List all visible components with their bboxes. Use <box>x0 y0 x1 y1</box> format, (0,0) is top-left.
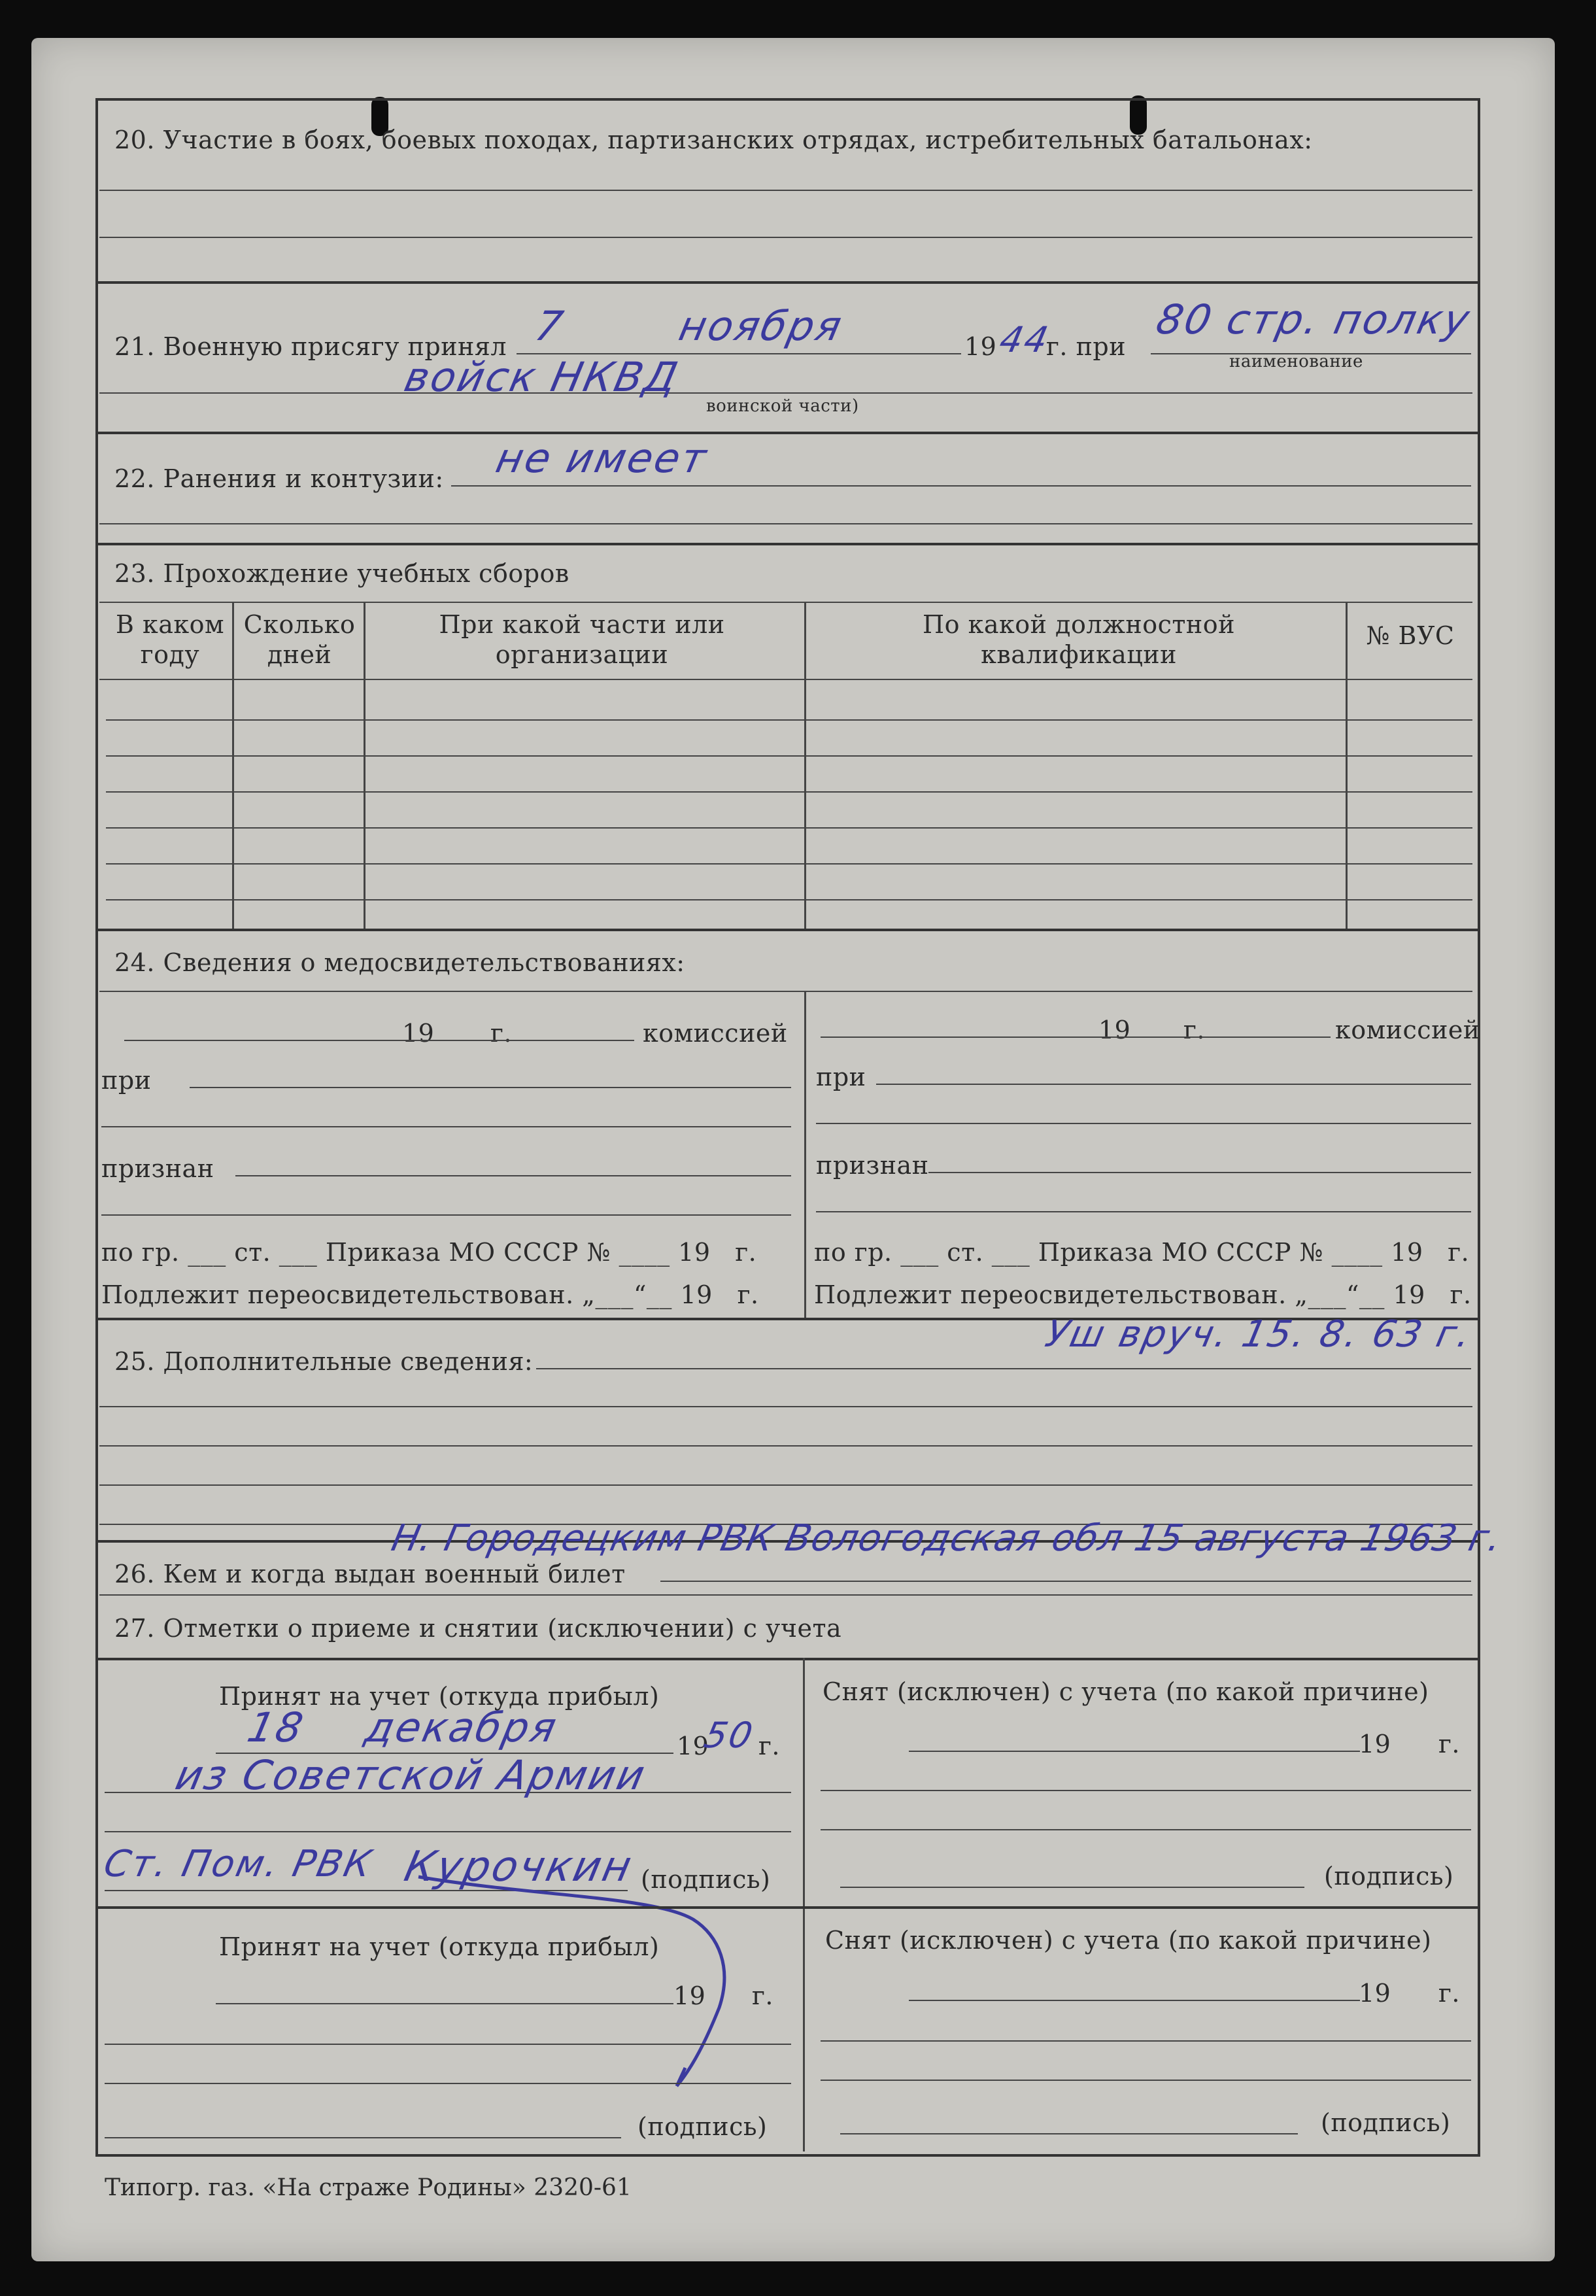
section-20-label: 20. Участие в боях, боевых походах, партизанских отрядах, истребительных батальонах: <box>114 126 1313 154</box>
section-22-label: 22. Ранения и контузии: <box>114 464 444 493</box>
section-21-label: 21. Военную присягу принял <box>114 332 507 361</box>
hw-accepted-year: 50 <box>700 1715 758 1756</box>
section-26-label: 26. Кем и когда выдан военный билет <box>114 1560 626 1588</box>
removed-1-label: Снят (исключен) с учета (по какой причине) <box>823 1677 1429 1706</box>
removed-2-label: Снят (исключен) с учета (по какой причине) <box>825 1926 1432 1955</box>
hw-accepted-month: декабря <box>361 1704 563 1751</box>
col-qualification: По какой должностной квалификации <box>923 610 1235 669</box>
hw-accepted-day: 18 <box>243 1704 309 1751</box>
col-year: В каком году <box>115 610 225 669</box>
removed-1-year: 19 <box>1359 1730 1391 1758</box>
removed-2-signature: (подпись) <box>1321 2108 1451 2137</box>
med-left-pri: при <box>101 1066 152 1095</box>
med-left-commission: комиссией <box>643 1019 788 1048</box>
med-right-po-gr: по гр. ___ ст. ___ Приказа МО СССР № ____ 19 г. <box>814 1238 1470 1267</box>
removed-1-g: г. <box>1438 1730 1460 1758</box>
med-left-date-19: 19 <box>402 1019 435 1048</box>
med-left-g: г. <box>490 1019 512 1048</box>
hw-signature: Курочкин <box>400 1843 637 1891</box>
col-vus: № ВУС <box>1366 621 1455 650</box>
removed-1-signature: (подпись) <box>1324 1862 1454 1891</box>
hw-issued-by: Н. Городецким РВК Вологодская обл 15 августа 1963 г. <box>388 1517 1506 1560</box>
hw-oath-year: 44 <box>996 319 1054 360</box>
med-right-date-19: 19 <box>1098 1016 1131 1044</box>
hw-accepted-from: из Советской Армии <box>171 1751 651 1799</box>
col-days: Сколько дней <box>243 610 356 669</box>
accepted-1-year: 19 <box>677 1732 709 1760</box>
accepted-2-g: г. <box>752 1981 773 2010</box>
med-left-reexam: Подлежит переосвидетельствован. „___“__ 19 г. <box>101 1280 759 1309</box>
med-right-commission: комиссией <box>1335 1016 1480 1044</box>
oath-year-prefix: 19 <box>964 332 997 361</box>
med-right-priznan: признан <box>816 1151 929 1180</box>
accepted-2-label: Принят на учет (откуда прибыл) <box>219 1932 660 1961</box>
section-27-label: 27. Отметки о приеме и снятии (исключении) с учета <box>114 1614 842 1643</box>
med-left-po-gr: по гр. ___ ст. ___ Приказа МО СССР № ____ 19 г. <box>101 1238 757 1267</box>
hw-oath-unit-2: войск НКВД <box>400 353 684 401</box>
hw-oath-day: 7 <box>531 302 569 350</box>
med-right-reexam: Подлежит переосвидетельствован. „___“__ 19 г. <box>814 1280 1472 1309</box>
caption-name: наименование <box>1229 352 1363 371</box>
section-23-label: 23. Прохождение учебных сборов <box>114 559 569 588</box>
accepted-2-signature: (подпись) <box>637 2112 768 2141</box>
section-24-label: 24. Сведения о медосвидетельствованиях: <box>114 948 685 977</box>
accepted-1-signature: (подпись) <box>641 1865 771 1894</box>
removed-2-year: 19 <box>1359 1979 1391 2008</box>
caption-unit: воинской части) <box>706 396 859 416</box>
col-unit: При какой части или организации <box>439 610 725 669</box>
hw-oath-month: ноября <box>675 302 848 350</box>
oath-year-suffix: г. при <box>1046 332 1127 361</box>
hw-oath-unit-1: 80 стр. полку <box>1152 296 1476 343</box>
printer-imprint: Типогр. газ. «На страже Родины» 2320-61 <box>105 2174 632 2201</box>
section-25-label: 25. Дополнительные сведения: <box>114 1347 534 1376</box>
accepted-1-g: г. <box>758 1732 780 1760</box>
med-left-priznan: признан <box>101 1154 214 1183</box>
hw-additional: Уш вруч. 15. 8. 63 г. <box>1042 1313 1476 1356</box>
removed-2-g: г. <box>1438 1979 1460 2008</box>
hw-wounds: не имеет <box>492 434 713 482</box>
accepted-1-label: Принят на учет (откуда прибыл) <box>219 1682 660 1711</box>
hw-signer: Ст. Пом. РВК <box>100 1843 377 1885</box>
med-right-g: г. <box>1183 1016 1205 1044</box>
accepted-2-year: 19 <box>673 1981 706 2010</box>
med-right-pri: при <box>816 1063 866 1091</box>
